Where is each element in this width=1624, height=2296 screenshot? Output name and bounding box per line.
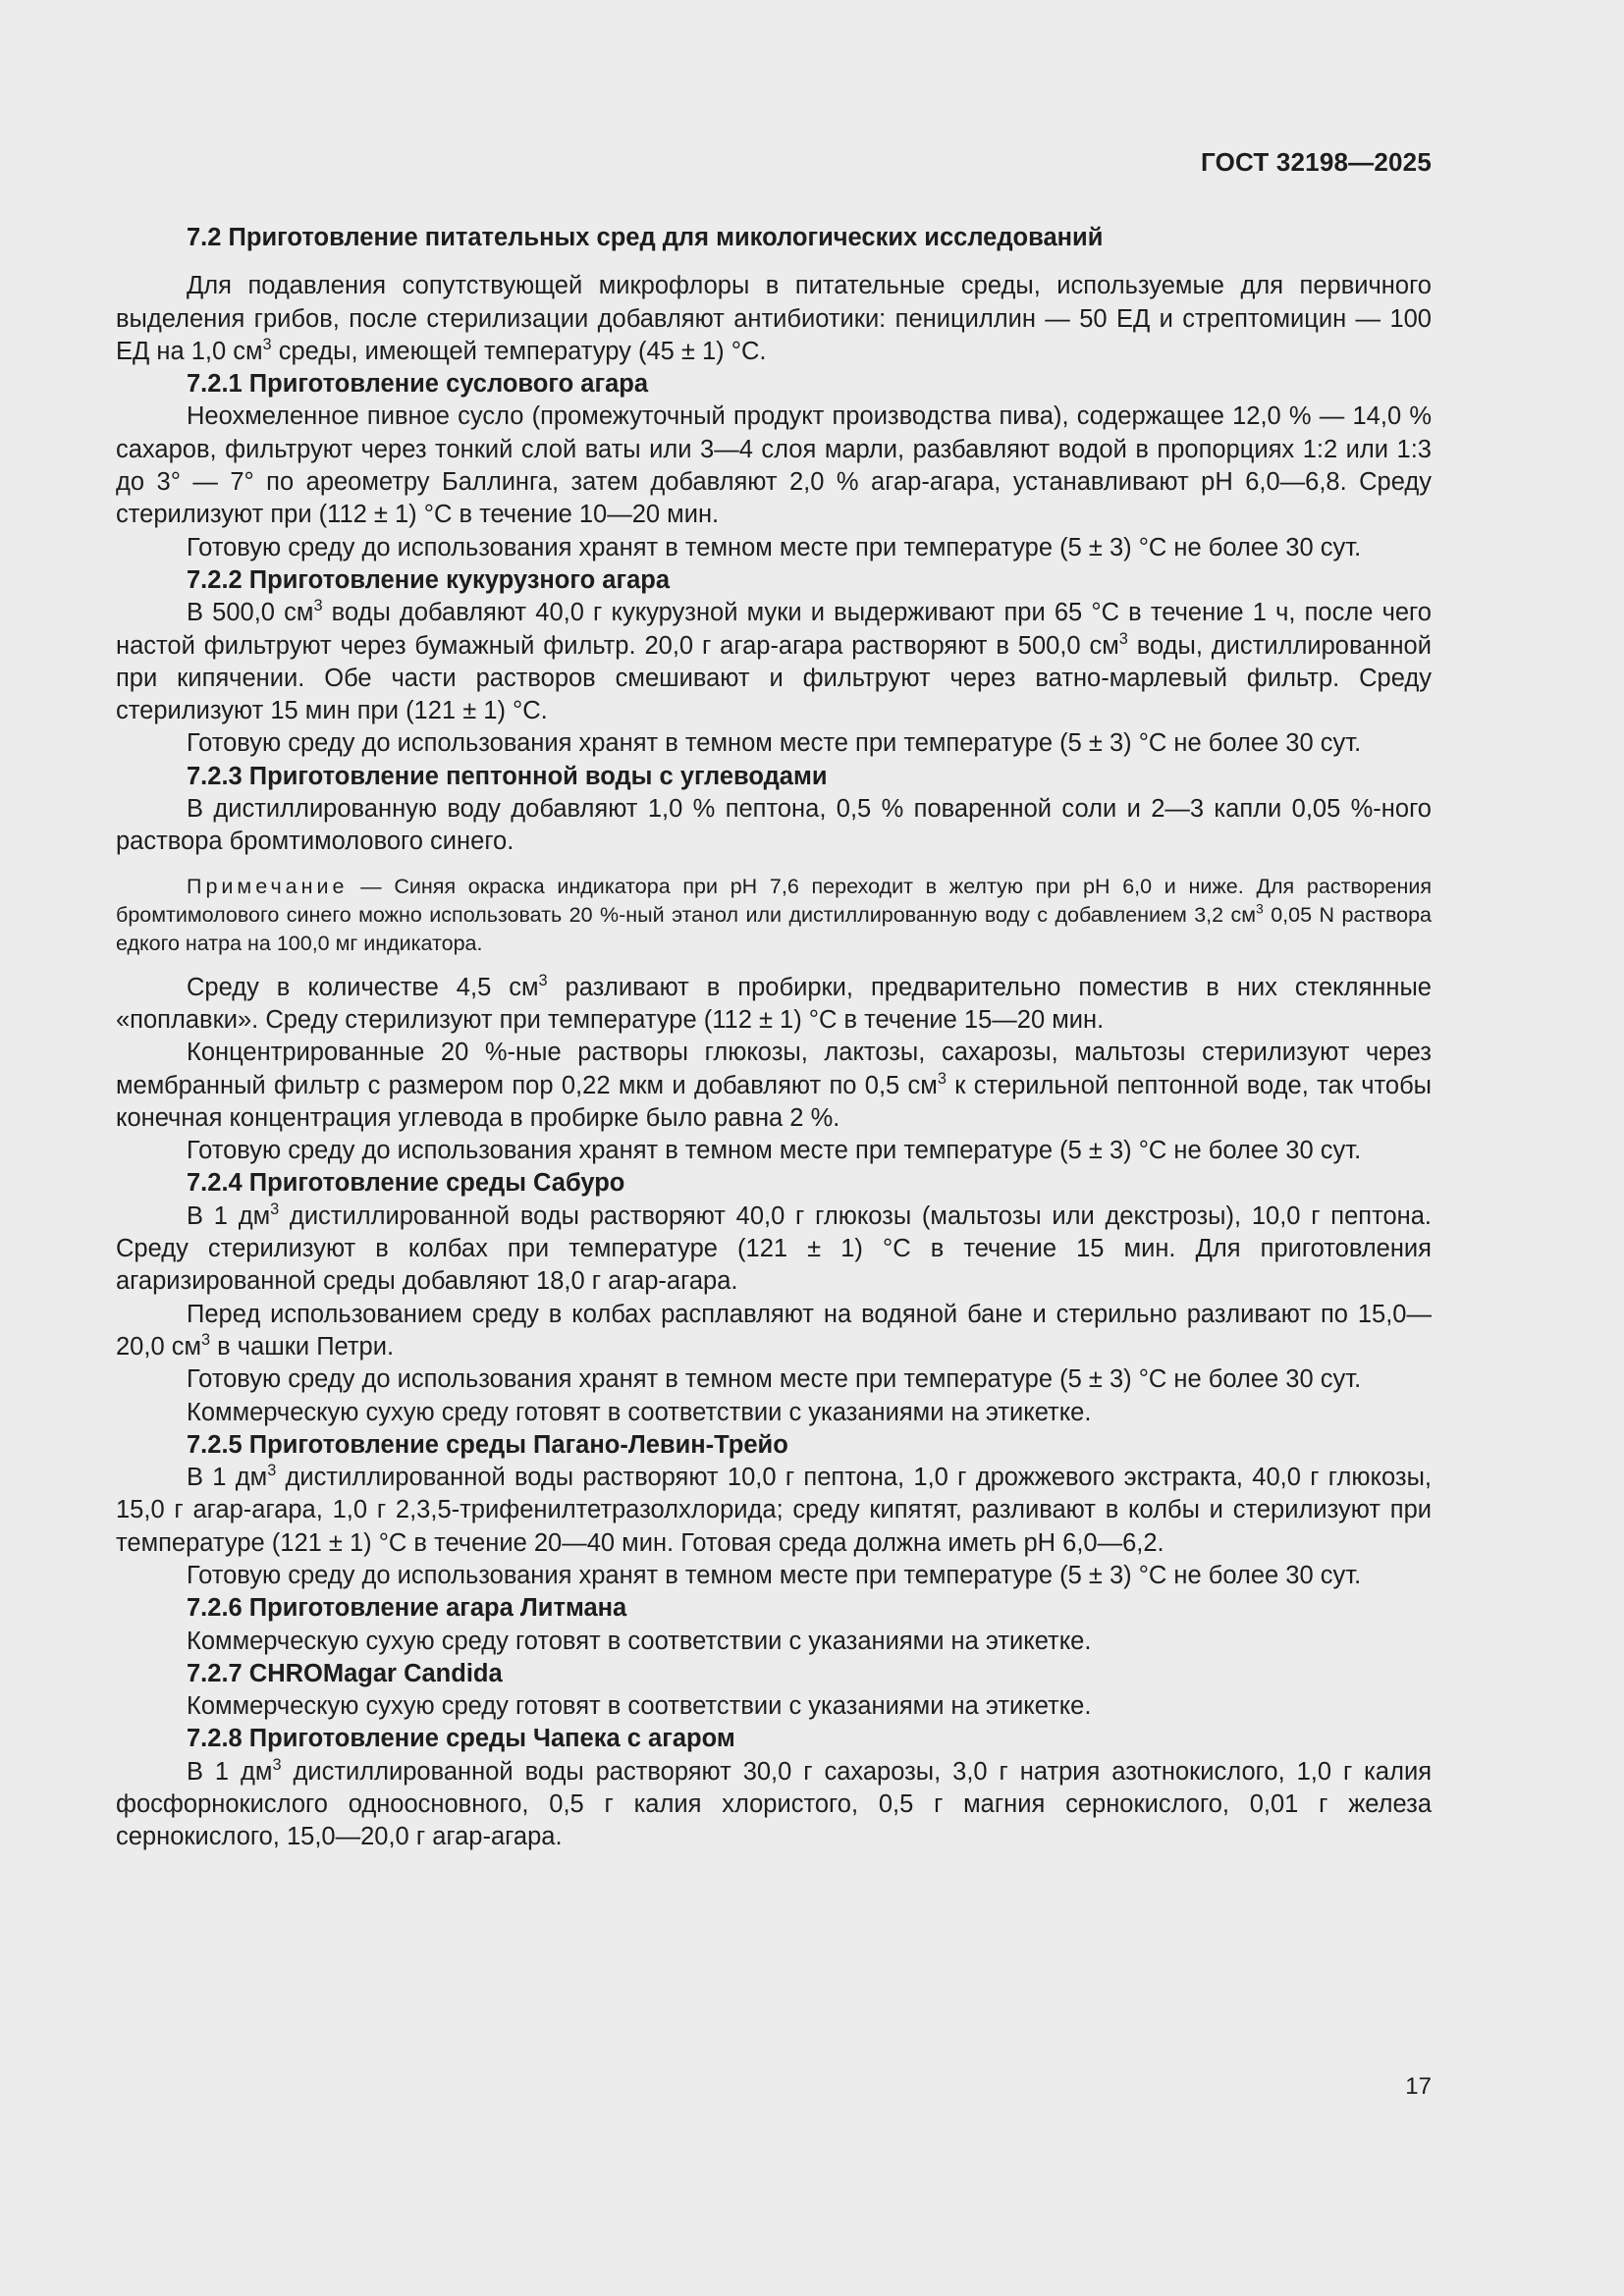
storage-paragraph: Готовую среду до использования хранят в темном месте при температуре (5 ± 3) °С не более 30 сут. xyxy=(187,533,1362,561)
document-code: ГОСТ 32198—2025 xyxy=(1201,147,1432,177)
section-7-2-1-paragraph: Неохмеленное пивное сусло (промежуточный продукт производства пива), содержащее 12,0 % — 14,0 % сахаров, фильтруют через тонкий слой ваты или 3—4 слоя марли, разбавляют водой в пропорциях 1:2 или 1:3 до 3° — 7° по ареометру Баллинга, затем добавляют 2,0 % агар-агара, устанавливают рН 6,0—6,8. Среду стерилизуют при (112 ± 1) °С в течение 10—20 мин. xyxy=(116,402,1432,529)
section-7-2-8-title: 7.2.8 Приготовление среды Чапека с агаром xyxy=(187,1725,735,1753)
section-7-2-paragraph: Для подавления сопутствующей микрофлоры в питательные среды, используемые для первичного выделения грибов, после стерилизации добавляют антибиотики: пенициллин — 50 ЕД и стрептомицин — 100 ЕД на 1,0 $см^3$ среды, имеющей температуру (45 ± 1) °С. xyxy=(116,272,1432,365)
commercial-paragraph: Коммерческую сухую среду готовят в соответствии с указаниями на этикетке. xyxy=(187,1692,1092,1721)
storage-paragraph: Готовую среду до использования хранят в темном месте при температуре (5 ± 3) °С не более 30 сут. xyxy=(187,1561,1362,1589)
note: Примечание — Синяя окраска индикатора при рН 7,6 переходит в желтую при рН 6,0 и ниже. Для растворения бромтимолового синего можно использовать 20 %-ный этанол или дистиллированную воду с добавлением 3,2 $см^3$ 0,05 N раствора едкого натра на 100,0 мг индикатора. xyxy=(116,874,1433,955)
section-7-2-5-title: 7.2.5 Приготовление среды Пагано-Левин-Трейо xyxy=(187,1430,788,1459)
document-body xyxy=(116,222,1432,1854)
section-7-2-2-paragraph: В 500,0 $см^3$ воды добавляют 40,0 г кукурузной муки и выдерживают при 65 °С в течение 1 ч, после чего настой фильтруют через бумажный фильтр. 20,0 г агар-агара растворяют в 500,0 $см^3$ воды, дистиллированной при кипячении. Обе части растворов смешивают и фильтруют через ватно-марлевый фильтр. Среду стерилизуют 15 мин при (121 ± 1) °С. xyxy=(116,597,1432,725)
section-7-2-8-paragraph: В 1 $дм^3$ дистиллированной воды растворяют 30,0 г сахарозы, 3,0 г натрия азотнокислого, 1,0 г калия фосфорнокислого одноосновного, 0,5 г калия хлористого, 0,5 г магния сернокислого, 0,01 г железа сернокислого, 15,0—20,0 г агар-агара. xyxy=(116,1755,1432,1851)
storage-paragraph: Готовую среду до использования хранят в темном месте при температуре (5 ± 3) °С не более 30 сут. xyxy=(187,1137,1362,1165)
commercial-paragraph: Коммерческую сухую среду готовят в соответствии с указаниями на этикетке. xyxy=(187,1398,1092,1426)
storage-paragraph: Готовую среду до использования хранят в темном месте при температуре (5 ± 3) °С не более 30 сут. xyxy=(187,729,1362,758)
storage-paragraph: Готовую среду до использования хранят в темном месте при температуре (5 ± 3) °С не более 30 сут. xyxy=(187,1365,1362,1394)
section-7-2-5-paragraph: В 1 $дм^3$ дистиллированной воды растворяют 10,0 г пептона, 1,0 г дрожжевого экстракта, 40,0 г глюкозы, 15,0 г агар-агара, 1,0 г 2,3,5-трифенилтетразолхлорида; среду кипятят, разливают в колбы и стерилизуют при температуре (121 ± 1) °С в течение 20—40 мин. Готовая среда должна иметь рН 6,0—6,2. xyxy=(116,1461,1432,1557)
commercial-paragraph: Коммерческую сухую среду готовят в соответствии с указаниями на этикетке. xyxy=(187,1627,1092,1655)
section-7-2-7-title: 7.2.7 CHROMagar Candida xyxy=(187,1659,503,1687)
page-number: 17 xyxy=(1405,2073,1432,2100)
section-7-2-3-title: 7.2.3 Приготовление пептонной воды с углеводами xyxy=(187,762,828,790)
section-7-2-3-paragraph-3: Концентрированные 20 %-ные растворы глюкозы, лактозы, сахарозы, мальтозы стерилизуют через мембранный фильтр с размером пор 0,22 мкм и добавляют по 0,5 $см^3$ к стерильной пептонной воде, так чтобы конечная концентрация углевода в пробирке было равна 2 %. xyxy=(116,1039,1433,1132)
section-7-2-4-paragraph-2: Перед использованием среду в колбах расплавляют на водяной бане и стерильно разливают по 15,0—20,0 $см^3$ в чашки Петри. xyxy=(116,1300,1432,1361)
section-7-2-3-paragraph: В дистиллированную воду добавляют 1,0 % пептона, 0,5 % поваренной соли и 2—3 капли 0,05 %-ного раствора бромтимолового синего. xyxy=(116,795,1432,856)
section-7-2-1-title: 7.2.1 Приготовление суслового агара xyxy=(187,370,649,399)
note-label: Примечание xyxy=(187,874,349,898)
section-7-2-4-paragraph: В 1 $дм^3$ дистиллированной воды растворяют 40,0 г глюкозы (мальтозы или декстрозы), 10,0 г пептона. Среду стерилизуют в колбах при температуре (121 ± 1) °С в течение 15 мин. Для приготовления агаризированной среды добавляют 18,0 г агар-агара. xyxy=(116,1200,1432,1296)
section-7-2-4-title: 7.2.4 Приготовление среды Сабуро xyxy=(187,1169,625,1198)
section-7-2-title: 7.2 Приготовление питательных сред для микологических исследований xyxy=(187,224,1104,251)
section-7-2-6-title: 7.2.6 Приготовление агара Литмана xyxy=(187,1594,627,1623)
section-7-2-3-paragraph-2: Среду в количестве 4,5 $см^3$ разливают в пробирки, предварительно поместив в них стеклянные «поплавки». Среду стерилизуют при температуре (112 ± 1) °С в течение 15—20 мин. xyxy=(116,971,1432,1034)
section-7-2-2-title: 7.2.2 Приготовление кукурузного агара xyxy=(187,565,671,594)
